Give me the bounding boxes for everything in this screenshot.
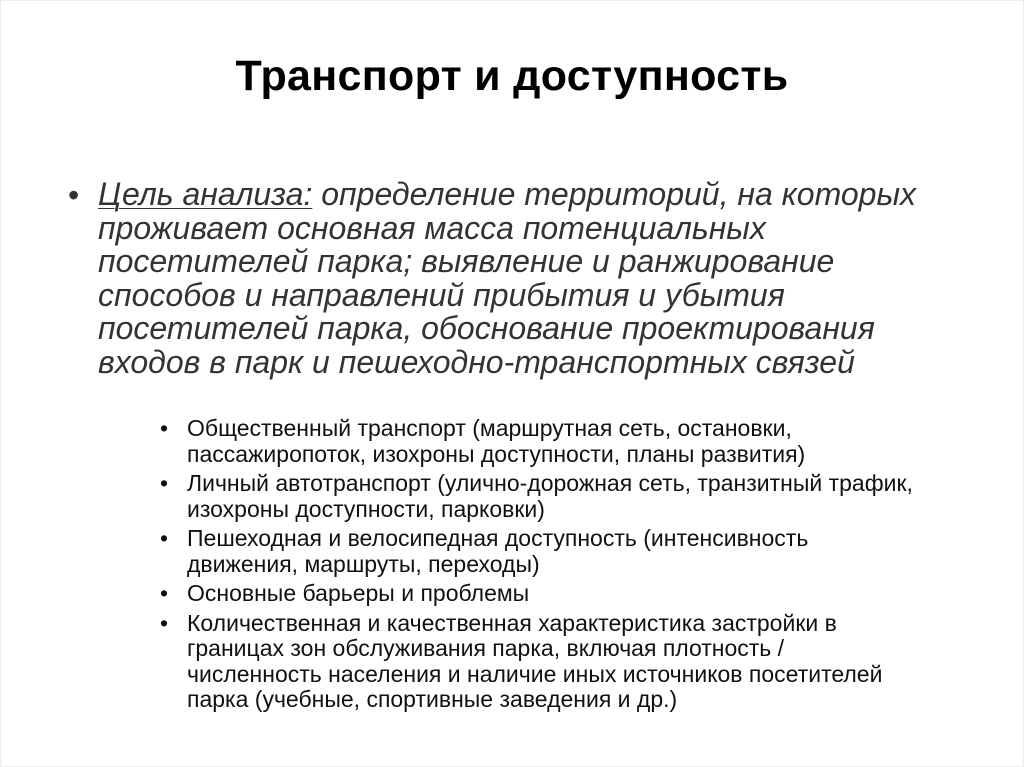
- sub-bullet-pedestrian-access: [160, 526, 920, 577]
- slide-title: Транспорт и доступность: [235, 52, 789, 100]
- bullet-icon: •: [160, 470, 169, 496]
- goal-description: определение территорий, на которых проживает основная масса потенциальных посетителей парка; выявление и ранжирование способов и направлений прибытия и убытия посетителей парка, обоснование проектирования входов в парк и пешеходно-транспортных связей: [98, 176, 916, 380]
- sub-bullet-public-transport: [160, 416, 920, 467]
- bullet-icon: •: [160, 580, 169, 606]
- main-bullet-text: [98, 178, 958, 379]
- sub-bullet-list: [160, 416, 920, 717]
- bullet-icon: •: [160, 609, 169, 636]
- sub-bullet-private-transport: [160, 471, 920, 522]
- sub-bullet-text: Основные барьеры и проблемы: [187, 580, 530, 606]
- sub-bullet-barriers: [160, 581, 920, 607]
- goal-label: Цель анализа:: [98, 176, 313, 212]
- bullet-icon: •: [160, 525, 169, 551]
- sub-bullet-text: Количественная и качественная характеристика застройки в границах зон обслуживания парка, включая плотность / численность населения и наличие иных источников посетителей парка (учебные, спортивные заведения и др.): [187, 609, 883, 712]
- sub-bullet-development: [160, 611, 920, 713]
- sub-bullet-text: Личный автотранспорт (улично-дорожная сеть, транзитный трафик, изохроны доступности, парковки): [187, 470, 913, 522]
- sub-bullet-text: Общественный транспорт (маршрутная сеть, остановки, пассажиропоток, изохроны доступности, планы развития): [187, 415, 806, 467]
- sub-bullet-text: Пешеходная и велосипедная доступность (интенсивность движения, маршруты, переходы): [187, 525, 809, 577]
- bullet-icon: •: [160, 415, 169, 441]
- bullet-icon: •: [68, 177, 80, 213]
